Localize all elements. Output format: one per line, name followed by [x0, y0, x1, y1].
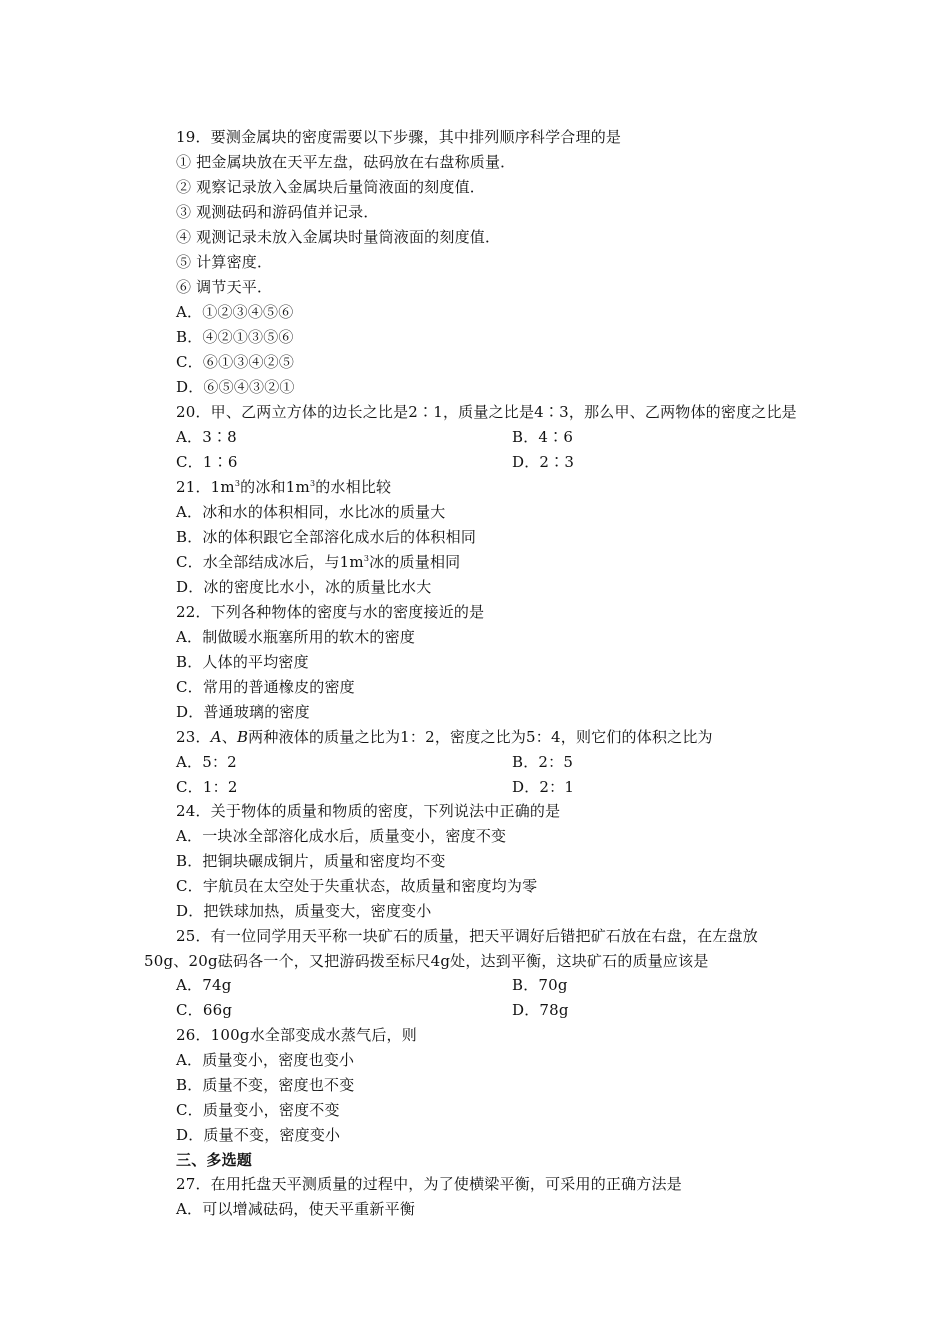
q23-option-a: A．5：2	[176, 753, 237, 771]
q19-step-2: ② 观察记录放入金属块后量筒液面的刻度值．	[176, 178, 485, 196]
q25-option-a: A．74g	[176, 976, 232, 994]
q26-option-a: A．质量变小，密度也变小	[176, 1051, 355, 1069]
q19-step-6: ⑥ 调节天平．	[176, 278, 273, 296]
q19-stem: 19．要测金属块的密度需要以下步骤，其中排列顺序科学合理的是	[176, 128, 622, 146]
q23-stem: 23．A、B两种液体的质量之比为1：2，密度之比为5：4，则它们的体积之比为	[176, 728, 713, 746]
q19-option-d: D．⑥⑤④③②①	[176, 378, 295, 396]
q23-option-c: C．1：2	[176, 778, 238, 796]
q26-option-b: B．质量不变，密度也不变	[176, 1076, 355, 1094]
q26-option-d: D．质量不变，密度变小	[176, 1126, 341, 1144]
q26-option-c: C．质量变小，密度不变	[176, 1101, 340, 1119]
q19-step-4: ④ 观测记录未放入金属块时量筒液面的刻度值．	[176, 228, 501, 246]
q27-stem: 27．在用托盘天平测质量的过程中，为了使横梁平衡，可采用的正确方法是	[176, 1175, 682, 1193]
q25-stem-line1: 25．有一位同学用天平称一块矿石的质量，把天平调好后错把矿石放在右盘，在左盘放	[176, 927, 758, 945]
q21-option-d: D．冰的密度比水小，冰的质量比水大	[176, 578, 432, 596]
q22-option-a: A．制做暖水瓶塞所用的软木的密度	[176, 628, 416, 646]
q27-option-a: A．可以增减砝码，使天平重新平衡	[176, 1200, 416, 1218]
q19-option-b: B．④②①③⑤⑥	[176, 328, 294, 346]
section-title-multiple-choice: 三、多选题	[176, 1151, 253, 1169]
q19-step-3: ③ 观测砝码和游码值并记录．	[176, 203, 379, 221]
q22-option-c: C．常用的普通橡皮的密度	[176, 678, 355, 696]
q19-option-a: A．①②③④⑤⑥	[176, 303, 294, 321]
q24-option-d: D．把铁球加热，质量变大，密度变小	[176, 902, 432, 920]
q23-option-b: B．2：5	[512, 753, 574, 771]
q24-stem: 24．关于物体的质量和物质的密度，下列说法中正确的是	[176, 802, 561, 820]
q20-stem: 20．甲、乙两立方体的边长之比是2∶1，质量之比是4∶3，那么甲、乙两物体的密度之比是	[176, 403, 797, 421]
q25-option-b: B．70g	[512, 976, 568, 994]
q19-step-1: ① 把金属块放在天平左盘，砝码放在右盘称质量．	[176, 153, 516, 171]
q22-option-b: B．人体的平均密度	[176, 653, 309, 671]
q26-stem: 26．100g水全部变成水蒸气后，则	[176, 1026, 417, 1044]
q25-option-d: D．78g	[512, 1001, 569, 1019]
q24-option-b: B．把铜块碾成铜片，质量和密度均不变	[176, 852, 446, 870]
q19-step-5: ⑤ 计算密度．	[176, 253, 273, 271]
q20-option-b: B．4∶6	[512, 428, 574, 446]
q24-option-a: A．一块冰全部溶化成水后，质量变小，密度不变	[176, 827, 507, 845]
q22-option-d: D．普通玻璃的密度	[176, 703, 310, 721]
q23-option-d: D．2：1	[512, 778, 575, 796]
q19-option-c: C．⑥①③④②⑤	[176, 353, 295, 371]
q21-option-a: A．冰和水的体积相同，水比冰的质量大	[176, 503, 446, 521]
q25-option-c: C．66g	[176, 1001, 233, 1019]
q20-option-c: C．1∶6	[176, 453, 238, 471]
q21-stem: 21．$1m^3$的冰和$1m^3$的水相比较	[176, 478, 392, 496]
q20-option-d: D．2∶3	[512, 453, 575, 471]
q25-stem-line2: 50g、20g砝码各一个，又把游码拨至标尺4g处，达到平衡，这块矿石的质量应该是	[144, 952, 709, 970]
q22-stem: 22．下列各种物体的密度与水的密度接近的是	[176, 603, 485, 621]
q24-option-c: C．宇航员在太空处于失重状态，故质量和密度均为零	[176, 877, 538, 895]
q20-option-a: A．3∶8	[176, 428, 237, 446]
q21-option-c: C．水全部结成冰后，与$1m^3$冰的质量相同	[176, 553, 461, 571]
q21-option-b: B．冰的体积跟它全部溶化成水后的体积相同	[176, 528, 477, 546]
